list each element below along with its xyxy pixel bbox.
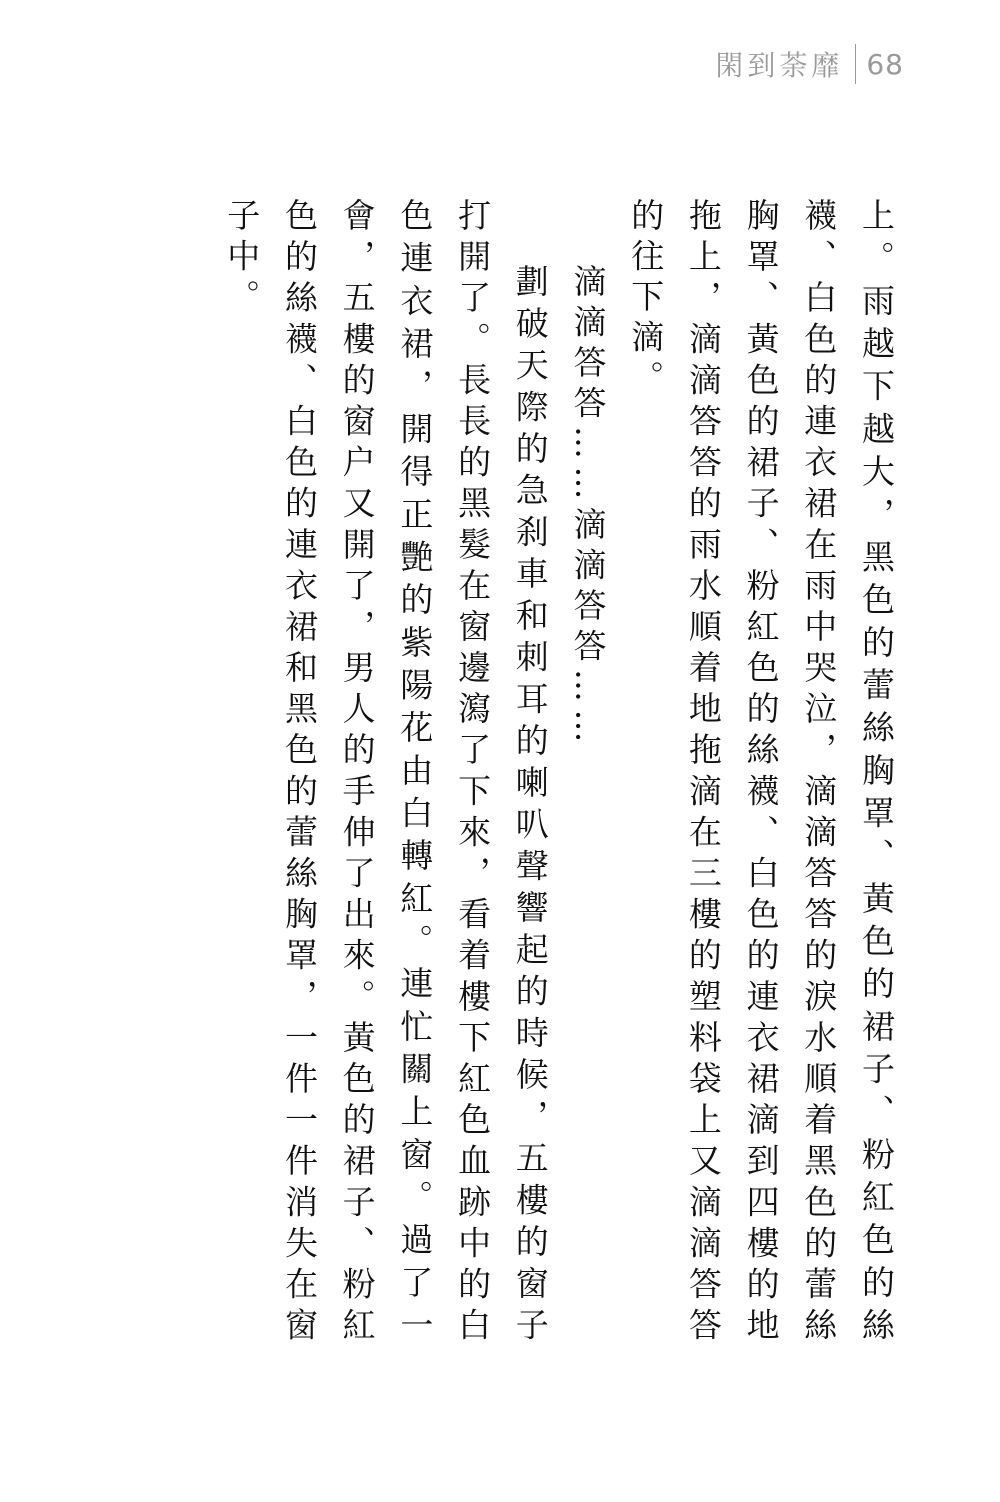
page-number: 68 [866, 47, 904, 81]
vertical-body-text [222, 198, 905, 1348]
paragraph-continuation: 上。雨越下越大，黑色的蕾絲胸罩、黃色的裙子、粉紅色的絲襪、白色的連衣裙在雨中哭泣，滴滴答答的淚水順着黑色的蕾絲胸罩、黃色的裙子、粉紅色的絲襪、白色的連衣裙滴到四樓的地拖上，滴滴答答的雨水順着地拖滴在三樓的塑料袋上又滴滴答答的往下滴。 [626, 198, 896, 1348]
running-header [715, 44, 904, 84]
paragraph-window: 劃破天際的急刹車和刺耳的喇叭聲響起的時候，五樓的窗子打開了。長長的黑髮在窗邊瀉了下來，看着樓下紅色血跡中的白色連衣裙，開得正艷的紫陽花由白轉紅。連忙關上窗。過了一會，五樓的窗户又開了，男人的手伸了出來。黃色的裙子、粉紅色的絲襪、白色的連衣裙和黑色的蕾絲胸罩，一件一件消失在窗子中。 [222, 198, 550, 1348]
paragraph-dripping: 滴滴答答……滴滴答答…… [568, 264, 608, 750]
book-title: 閑到荼靡 [715, 49, 844, 82]
